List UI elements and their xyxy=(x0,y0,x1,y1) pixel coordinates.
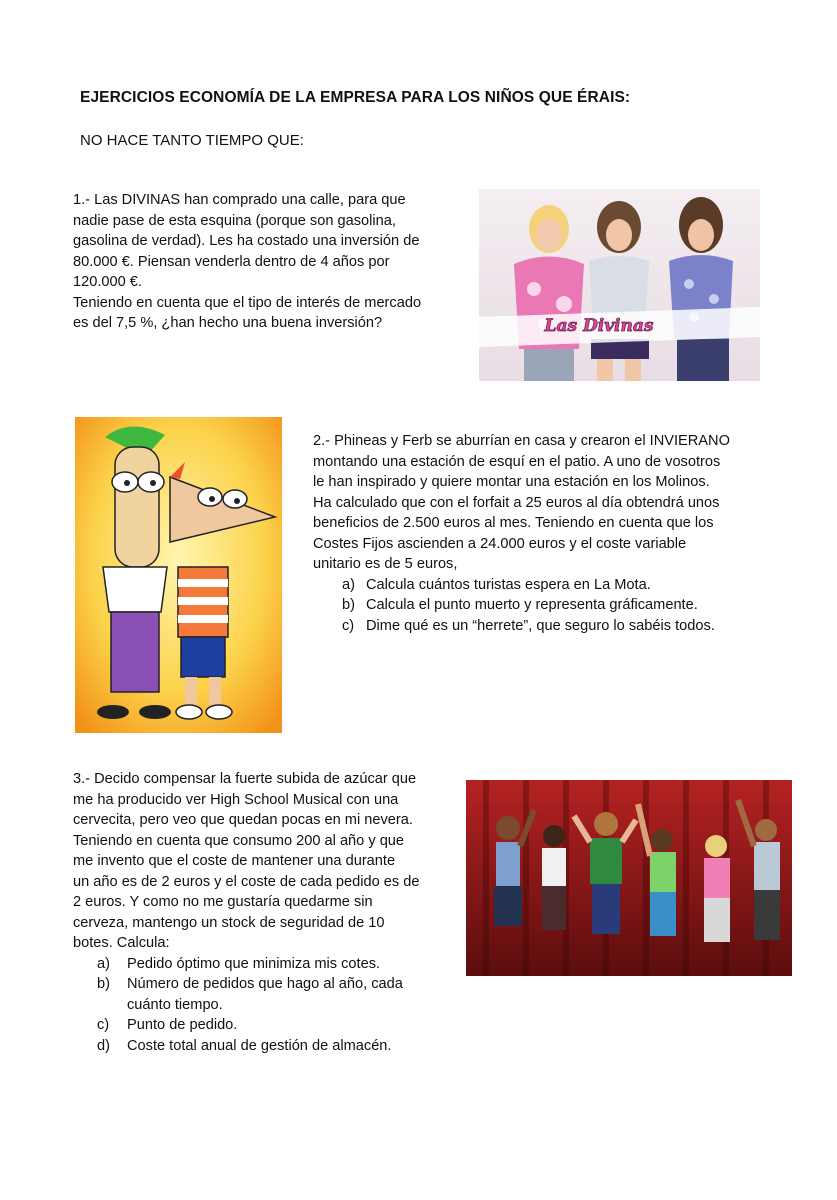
high-school-musical-photo xyxy=(466,780,792,976)
exercise-3-line: cervecita, pero veo que quedan pocas en mi nevera. xyxy=(73,812,413,828)
exercise-2-line: Costes Fijos ascienden a 24.000 euros y el coste variable xyxy=(313,535,687,552)
exercise-3-line: 2 euros. Y como no me gustaría quedarme sin xyxy=(73,894,373,910)
item-marker: c) xyxy=(342,617,355,634)
item-text: Dime qué es un “herrete”, que seguro lo sabéis todos. xyxy=(366,617,715,634)
exercise-3-line: 3.- Decido compensar la fuerte subida de azúcar que xyxy=(73,771,417,787)
list-item xyxy=(342,616,763,637)
item-marker: c) xyxy=(97,1017,110,1033)
exercise-2-line: montando una estación de esquí en el patio. A uno de vosotros xyxy=(313,453,721,470)
exercise-3-line: botes. Calcula: xyxy=(73,935,170,951)
exercise-1-line: gasolina de verdad). Les ha costado una inversión de xyxy=(73,233,420,249)
page-title: EJERCICIOS ECONOMÍA DE LA EMPRESA PARA LOS NIÑOS QUE ÉRAIS: xyxy=(80,89,631,106)
item-marker: d) xyxy=(97,1037,110,1054)
item-marker: b) xyxy=(342,597,355,613)
item-text: Pedido óptimo que minimiza mis cotes. xyxy=(127,955,381,972)
exercise-3-line: me ha producido ver High School Musical con una xyxy=(73,791,399,808)
item-text: Punto de pedido. xyxy=(127,1017,238,1033)
las-divinas-logo: Las Divinas xyxy=(544,316,654,336)
list-item xyxy=(342,575,763,596)
exercise-2-line: le han inspirado y quiere montar una estación en los Molinos. xyxy=(313,474,710,490)
item-marker: a) xyxy=(342,576,355,593)
exercise-1-line: Teniendo en cuenta que el tipo de interés de mercado xyxy=(73,294,422,311)
exercise-2-line: 2.- Phineas y Ferb se aburrían en casa y crearon el INVIERANO xyxy=(313,433,730,449)
list-item xyxy=(97,974,458,995)
exercise-1-text xyxy=(73,190,458,334)
exercise-2-line: Ha calculado que con el forfait a 25 euros al día obtendrá unos xyxy=(313,494,720,511)
list-item xyxy=(97,954,458,975)
phineas-and-ferb-illustration xyxy=(75,417,282,733)
exercise-3-line: un año es de 2 euros y el coste de cada pedido es de xyxy=(73,873,420,890)
exercise-1-line: 1.- Las DIVINAS han comprado una calle, para que xyxy=(73,192,406,208)
exercise-2-text xyxy=(313,431,763,636)
exercise-3-line: cerveza, mantengo un stock de seguridad de 10 xyxy=(73,914,385,931)
exercise-3-line: Teniendo en cuenta que consumo 200 al año y que xyxy=(73,832,405,849)
las-divinas-photo xyxy=(479,189,760,381)
page-subtitle: NO HACE TANTO TIEMPO QUE: xyxy=(80,132,304,149)
item-marker: b) xyxy=(97,976,110,992)
exercise-1-line: nadie pase de esta esquina (porque son gasolina, xyxy=(73,212,396,229)
item-marker: a) xyxy=(97,955,110,972)
item-text: Coste total anual de gestión de almacén. xyxy=(127,1037,392,1054)
exercise-3-questions xyxy=(97,954,458,1057)
exercise-1-line: es del 7,5 %, ¿han hecho una buena inversión? xyxy=(73,315,383,331)
list-item xyxy=(342,595,763,616)
exercise-3-line: me invento que el coste de mantener una durante xyxy=(73,853,396,869)
item-text-continuation: cuánto tiempo. xyxy=(127,996,223,1013)
exercise-1-line: 120.000 €. xyxy=(73,274,142,290)
exercise-3-text xyxy=(73,769,458,1056)
item-text: Calcula cuántos turistas espera en La Mota. xyxy=(366,576,651,593)
exercise-2-line: beneficios de 2.500 euros al mes. Teniendo en cuenta que los xyxy=(313,515,714,531)
exercise-1-line: 80.000 €. Piensan venderla dentro de 4 años por xyxy=(73,253,390,270)
list-item xyxy=(97,1036,458,1057)
item-text: Calcula el punto muerto y representa gráficamente. xyxy=(366,597,698,613)
item-text: Número de pedidos que hago al año, cada xyxy=(127,976,403,992)
exercise-2-line: unitario es de 5 euros, xyxy=(313,556,458,572)
list-item xyxy=(97,1015,458,1036)
list-item xyxy=(97,995,458,1016)
exercise-2-questions xyxy=(342,575,763,637)
